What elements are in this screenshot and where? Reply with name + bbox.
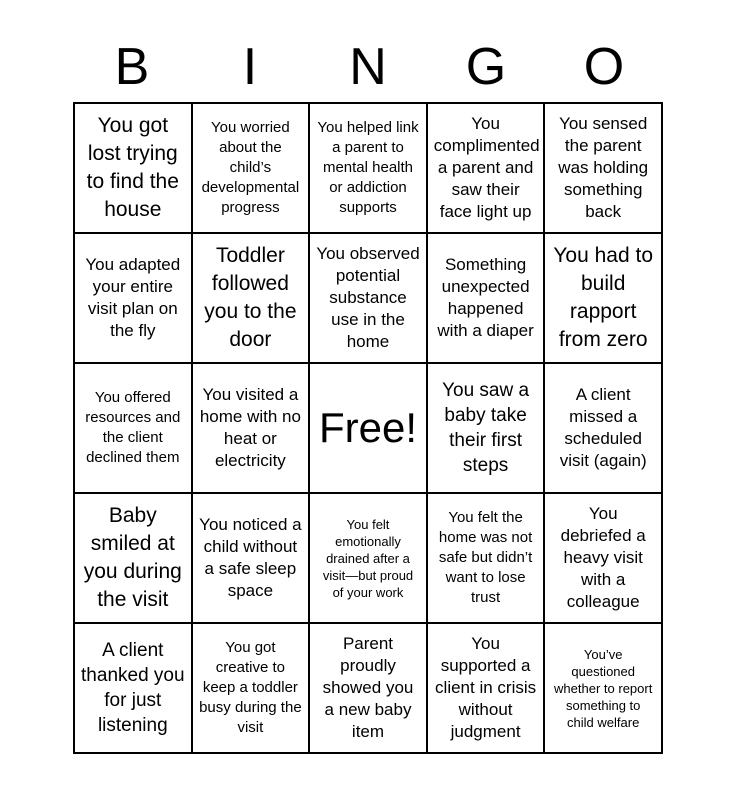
bingo-cell[interactable] xyxy=(75,624,193,754)
bingo-cell-text: A client missed a scheduled visit (again) xyxy=(559,385,647,470)
bingo-cell-text: You debriefed a heavy visit with a colleague xyxy=(560,504,646,611)
bingo-header xyxy=(73,0,663,102)
bingo-cell[interactable] xyxy=(545,624,663,754)
bingo-cell-free[interactable] xyxy=(310,364,428,494)
header-letter-n: N xyxy=(349,38,387,96)
bingo-cell[interactable] xyxy=(545,494,663,624)
bingo-cell[interactable] xyxy=(310,234,428,364)
bingo-cell[interactable] xyxy=(310,624,428,754)
bingo-cell-text: Toddler followed you to the door xyxy=(204,244,297,351)
bingo-cell-text: You got creative to keep a toddler busy during the visit xyxy=(199,639,302,736)
bingo-cell[interactable] xyxy=(428,104,546,234)
header-letter-o: O xyxy=(583,38,625,96)
bingo-cell-text: You adapted your entire visit plan on the fly xyxy=(85,255,181,340)
bingo-cell-text: You noticed a child without a safe sleep space xyxy=(199,515,302,600)
bingo-cell[interactable] xyxy=(545,364,663,494)
bingo-cell[interactable] xyxy=(545,104,663,234)
bingo-cell-text: You’ve questioned whether to report something to child welfare xyxy=(554,646,653,730)
bingo-cell[interactable] xyxy=(193,624,311,754)
bingo-cell[interactable] xyxy=(75,364,193,494)
bingo-cell-text: You felt emotionally drained after a visit—but proud of your work xyxy=(322,516,414,600)
bingo-cell[interactable] xyxy=(310,494,428,624)
header-letter-i: I xyxy=(242,38,258,96)
bingo-cell-text: You supported a client in crisis without judgment xyxy=(435,634,537,741)
bingo-cell[interactable] xyxy=(75,234,193,364)
bingo-cell[interactable] xyxy=(193,234,311,364)
bingo-cell[interactable] xyxy=(193,364,311,494)
bingo-cell-text: You visited a home with no heat or electricity xyxy=(199,385,301,470)
bingo-cell[interactable] xyxy=(75,104,193,234)
bingo-cell-text: You observed potential substance use in the home xyxy=(316,244,420,351)
bingo-free-text: Free! xyxy=(318,404,417,451)
bingo-cell-text: You worried about the child’s developmental progress xyxy=(201,119,300,216)
bingo-cell-text: You sensed the parent was holding something back xyxy=(558,114,649,221)
bingo-cell[interactable] xyxy=(428,364,546,494)
bingo-cell[interactable] xyxy=(75,494,193,624)
bingo-cell[interactable] xyxy=(193,104,311,234)
bingo-cell-text: You got lost trying to find the house xyxy=(86,114,179,221)
bingo-grid xyxy=(73,102,663,754)
bingo-cell[interactable] xyxy=(310,104,428,234)
bingo-cell[interactable] xyxy=(428,624,546,754)
bingo-cell[interactable] xyxy=(428,494,546,624)
header-letter-b: B xyxy=(114,38,150,96)
bingo-cell-text: A client thanked you for just listening xyxy=(81,640,185,736)
bingo-cell-text: Baby smiled at you during the visit xyxy=(83,504,182,611)
bingo-cell-text: You helped link a parent to mental health or addiction supports xyxy=(317,119,419,216)
bingo-cell[interactable] xyxy=(545,234,663,364)
bingo-cell-text: You had to build rapport from zero xyxy=(553,244,654,351)
bingo-cell-text: You offered resources and the client declined them xyxy=(85,389,181,466)
bingo-cell[interactable] xyxy=(428,234,546,364)
bingo-cell-text: You saw a baby take their first steps xyxy=(442,380,530,476)
bingo-cell-text: Something unexpected happened with a diaper xyxy=(437,255,534,340)
bingo-cell-text: Parent proudly showed you a new baby item xyxy=(322,634,414,741)
header-letter-g: G xyxy=(465,38,507,96)
bingo-cell[interactable] xyxy=(193,494,311,624)
bingo-cell-text: You complimented a parent and saw their face light up xyxy=(433,114,540,221)
bingo-cell-text: You felt the home was not safe but didn’t want to lose trust xyxy=(438,509,533,606)
